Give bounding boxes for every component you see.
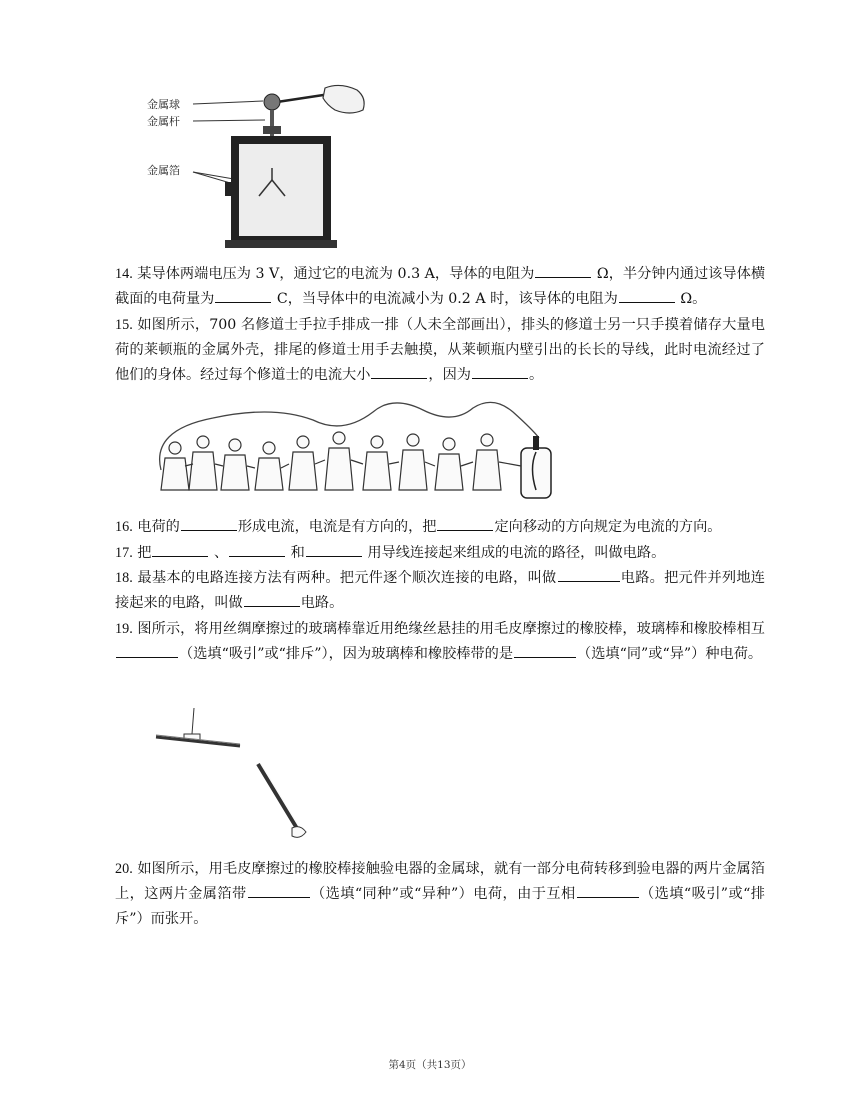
question-text: 把 [137,545,152,561]
unit-ohm: Ω [596,266,609,282]
question-text: 图所示，将用丝绸摩擦过的玻璃棒靠近用绝缘丝悬挂的用毛皮摩擦过的橡胶棒，玻璃棒和橡胶棒相互 [137,621,765,637]
question-number: 14. [115,266,133,282]
question-text: （选填“吸引”或“排斥”），因为玻璃棒和橡胶棒带的是 [179,646,514,662]
label-metal-ball: 金属球 [147,98,180,111]
question-number: 18. [115,570,133,586]
question-18 [115,566,765,616]
question-number: 20. [115,861,133,877]
question-text: 某导体两端电压为 3 V，通过它的电流为 0.3 A，导体的电阻为 [137,266,535,282]
monks-leyden-jar-figure [143,390,563,505]
unit-ohm: Ω [680,291,693,307]
punctuation: 。 [692,291,707,307]
answer-blank[interactable] [535,262,591,278]
answer-blank[interactable] [577,882,639,898]
question-text: 如图所示，用毛皮摩擦过的橡胶棒接触验电器的金属球，就有一部分电荷转移到验电器的两片金属箔上，这两片金属箔带 [115,861,765,902]
question-text: 用导线连接起来组成的电流的路径，叫做电路。 [362,545,666,561]
answer-blank[interactable] [558,566,620,582]
question-text: 如图所示，700 名修道士手拉手排成一排（人未全部画出），排头的修道士另一只手摸着储存大量电荷的莱顿瓶的金属外壳，排尾的修道士用手去触摸，从莱顿瓶内壁引出的长长的导线，此时电流经过了他们的身体。经过每个修道士的电流大小 [115,317,765,383]
label-metal-rod: 金属杆 [147,115,180,128]
question-text: 形成电流，电流是有方向的，把 [237,519,437,535]
answer-blank[interactable] [215,287,271,303]
question-text: 电路。 [300,595,344,611]
question-number: 17. [115,545,133,561]
answer-blank[interactable] [181,515,237,531]
question-17 [115,541,765,566]
answer-blank[interactable] [248,882,310,898]
answer-blank[interactable] [371,363,427,379]
answer-blank[interactable] [472,363,528,379]
question-text: （选填“同”或“异”）种电荷。 [577,646,763,662]
answer-blank[interactable] [514,642,576,658]
label-metal-foil: 金属箔 [147,164,180,177]
question-number: 15. [115,317,133,333]
question-text: 电荷的 [137,519,180,535]
question-14 [115,262,765,312]
question-number: 16. [115,519,133,535]
rods-figure [150,700,320,850]
answer-blank[interactable] [229,541,285,557]
answer-blank[interactable] [306,541,362,557]
question-19 [115,617,765,667]
page-footer: 第4页（共13页） [388,1059,472,1071]
question-15 [115,313,765,388]
answer-blank[interactable] [437,515,493,531]
answer-blank[interactable] [152,541,208,557]
question-16 [115,515,765,540]
punctuation: 。 [528,367,544,383]
question-text: ，因为 [428,367,471,383]
answer-blank[interactable] [619,287,675,303]
question-text: （选填“同种”或“异种”）电荷，由于互相 [310,886,576,902]
question-text: （选填“吸引”或“排斥”）而张开。 [115,886,765,927]
question-text: 最基本的电路连接方法有两种。把元件逐个顺次连接的电路，叫做 [137,570,557,586]
answer-blank[interactable] [244,591,300,607]
question-text: 、 [209,545,229,561]
question-text: 和 [286,545,305,561]
question-text: C，当导体中的电流减小为 0.2 A 时，该导体的电阻为 [272,291,618,307]
question-text: 电路。把元件并列地连接起来的电路，叫做 [115,570,765,611]
answer-blank[interactable] [116,642,178,658]
question-20 [115,857,765,932]
question-text: 定向移动的方向规定为电流的方向。 [494,519,722,535]
question-number: 19. [115,621,133,637]
electroscope-figure [145,80,385,250]
question-text: ，半分钟内通过该导体横截面的电荷量为 [115,266,766,307]
